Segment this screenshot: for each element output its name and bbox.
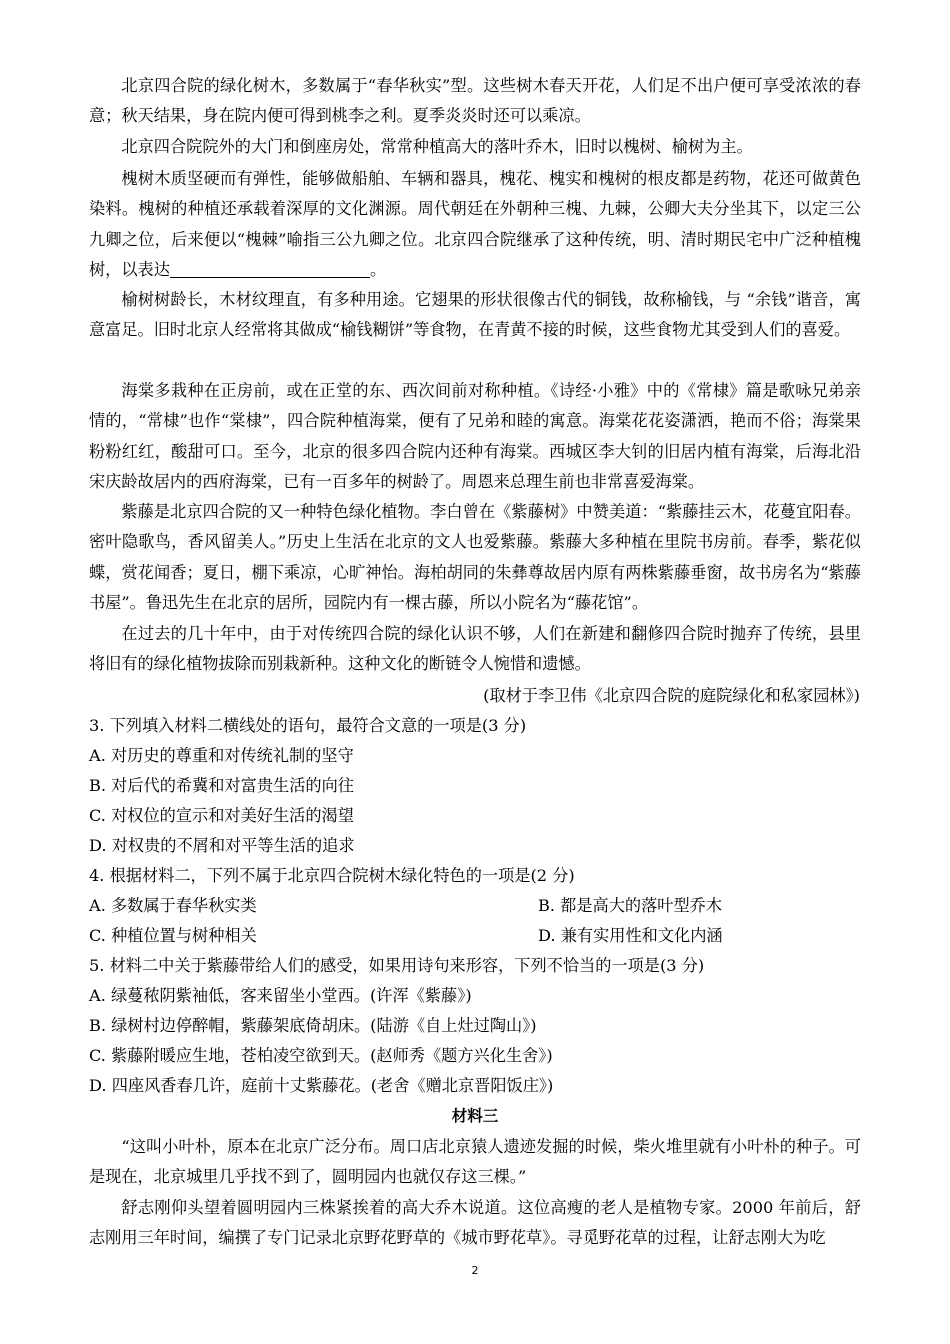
question-4-options-row-2: [89, 921, 861, 951]
question-4-options-row-1: [89, 891, 861, 921]
material2-paragraph-6: 紫藤是北京四合院的又一种特色绿化植物。李白曾在《紫藤树》中赞美道：“紫藤挂云木，花蔓宜阳春。密叶隐歌鸟，香风留美人。”历史上生活在北京的文人也爱紫藤。紫藤大多种植在里院书房前。春季，紫花似蝶，赏花闻香；夏日，棚下乘凉，心旷神怡。海柏胡同的朱彝尊故居内原有两株紫藤垂窗，故书房名为“紫藤书屋”。鲁迅先生在北京的居所，园院内有一棵古藤，所以小院名为“藤花馆”。: [89, 502, 861, 613]
source-citation: (取材于李卫伟《北京四合院的庭院绿化和私家园林》): [483, 686, 860, 705]
question-3-option-c: C. 对权位的宣示和对美好生活的渴望: [89, 806, 354, 825]
question-4-option-d: D. 兼有实用性和文化内涵: [538, 926, 723, 945]
question-4-option-b: B. 都是高大的落叶型乔木: [538, 896, 723, 915]
question-5-option-d: D. 四座风香春几许，庭前十丈紫藤花。(老舍《赠北京晋阳饭庄》): [89, 1076, 554, 1095]
question-5-option-b: B. 绿树村边停醉帽，紫藤架底倚胡床。(陆游《自上灶过陶山》): [89, 1016, 537, 1035]
paragraph-3-text: 槐树木质坚硬而有弹性，能够做船舶、车辆和器具，槐花、槐实和槐树的根皮都是药物，花还可做黄色染料。槐树的种植还承载着深厚的文化渊源。周代朝廷在外朝种三槐、九棘，公卿大夫分坐其下，以定三公九卿之位，后来便以“槐棘”喻指三公九卿之位。北京四合院继承了这种传统，明、清时期民宅中广泛种植槐树，以表达: [89, 169, 861, 280]
material3-paragraph-1: “这叫小叶朴，原本在北京广泛分布。周口店北京猿人遗迹发掘的时候，柴火堆里就有小叶朴的种子。可是现在，北京城里几乎找不到了，圆明园内也就仅存这三棵。”: [89, 1137, 861, 1187]
question-4-stem: 4. 根据材料二，下列不属于北京四合院树木绿化特色的一项是(2 分): [89, 866, 575, 885]
question-5-option-a: A. 绿蔓秾阴紫袖低，客来留坐小堂西。(许浑《紫藤》): [89, 986, 472, 1005]
question-3-stem: 3. 下列填入材料二横线处的语句，最符合文意的一项是(3 分): [89, 716, 527, 735]
material2-paragraph-1: 北京四合院的绿化树木，多数属于“春华秋实”型。这些树木春天开花，人们足不出户便可享受浓浓的春意；秋天结果，身在院内便可得到桃李之利。夏季炎炎时还可以乘凉。: [89, 76, 861, 126]
question-3-option-d: D. 对权贵的不屑和对平等生活的追求: [89, 836, 355, 855]
material3-paragraph-2: 舒志刚仰头望着圆明园内三株紧挨着的高大乔木说道。这位高瘦的老人是植物专家。2000 年前后，舒志刚用三年时间，编撰了专门记录北京野花野草的《城市野花草》。寻觅野花草的过程，让舒志刚大为吃: [89, 1198, 861, 1248]
paragraph-3-end: 。: [369, 260, 387, 280]
page-number: 2: [471, 1264, 479, 1277]
question-5-stem: 5. 材料二中关于紫藤带给人们的感受，如果用诗句来形容，下列不恰当的一项是(3 分): [89, 956, 705, 975]
question-3-option-a: A. 对历史的尊重和对传统礼制的坚守: [89, 746, 354, 765]
material2-paragraph-3: [89, 164, 861, 286]
question-4-option-a: A. 多数属于春华秋实类: [89, 896, 257, 915]
fill-in-blank-line: [170, 259, 370, 278]
material2-paragraph-5: 海棠多栽种在正房前，或在正堂的东、西次间前对称种植。《诗经·小雅》中的《常棣》篇是歌咏兄弟亲情的，“常棣”也作“棠棣”，四合院种植海棠，便有了兄弟和睦的寓意。海棠花花姿潇洒，艳而不俗；海棠果粉粉红红，酸甜可口。至今，北京的很多四合院内还种有海棠。西城区李大钊的旧居内植有海棠，后海北沿宋庆龄故居内的西府海棠，已有一百多年的树龄了。周恩来总理生前也非常喜爱海棠。: [89, 381, 861, 492]
question-4-option-c: C. 种植位置与树种相关: [89, 926, 257, 945]
question-3-option-b: B. 对后代的希冀和对富贵生活的向往: [89, 776, 354, 795]
material2-paragraph-2: 北京四合院院外的大门和倒座房处，常常种植高大的落叶乔木，旧时以槐树、榆树为主。: [121, 137, 753, 156]
material3-heading: 材料三: [451, 1107, 499, 1125]
question-5-option-c: C. 紫藤附暖应生地，苍柏凌空欲到天。(赵师秀《题方兴化生舍》): [89, 1046, 553, 1065]
material2-paragraph-4: 榆树树龄长，木材纹理直，有多种用途。它翅果的形状很像古代的铜钱，故称榆钱，与 “余钱”谐音，寓意富足。旧时北京人经常将其做成“榆钱糊饼”等食物，在青黄不接的时候，这些食物尤其受到人们的喜爱。: [89, 290, 861, 340]
material2-paragraph-7: 在过去的几十年中，由于对传统四合院的绿化认识不够，人们在新建和翻修四合院时抛弃了传统，县里将旧有的绿化植物拔除而别栽新种。这种文化的断链令人惋惜和遗憾。: [89, 624, 861, 674]
